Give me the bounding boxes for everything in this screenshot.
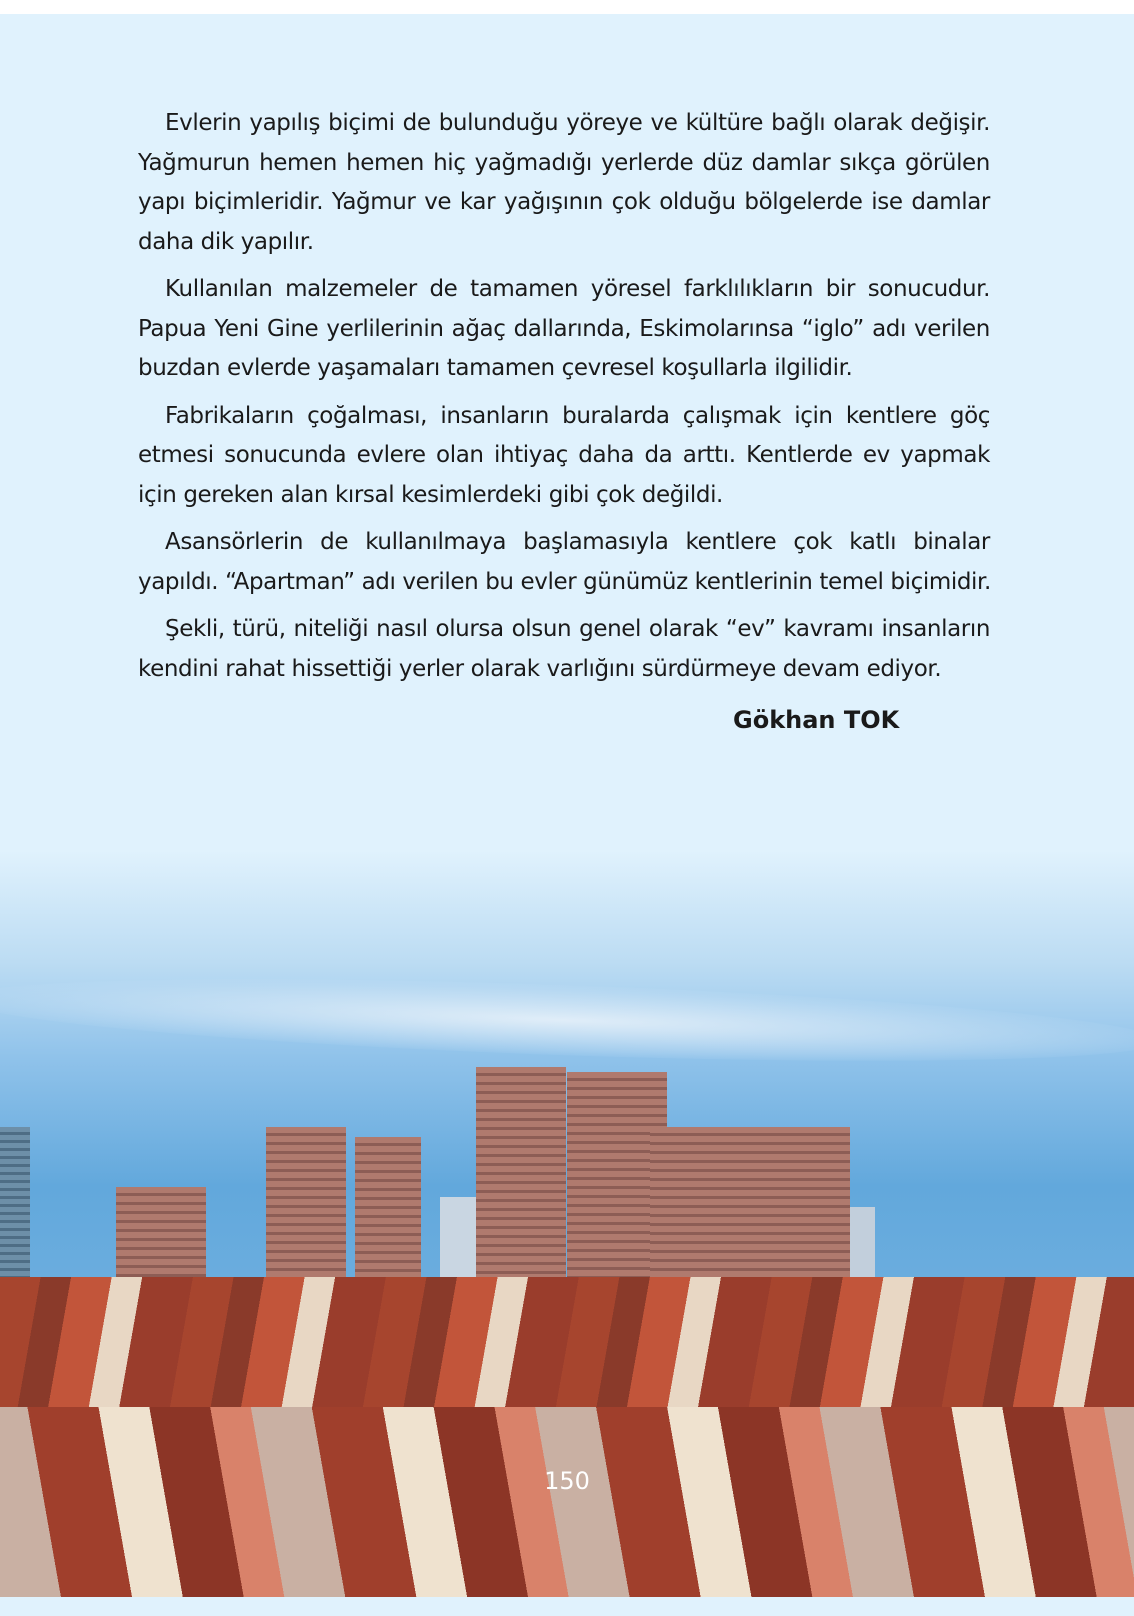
houses xyxy=(0,1407,1134,1597)
text-line: Kullanılan malzemeler de tamamen yöresel farklılıkların bir sonucudur. xyxy=(165,276,990,302)
text-line: buzdan evlerde yaşamaları tamamen çevresel koşullarla ilgilidir. xyxy=(138,355,853,381)
paragraph xyxy=(138,270,990,389)
paragraph xyxy=(138,397,990,516)
text-line: yapı biçimleridir. Yağmur ve kar yağışının çok olduğu bölgelerde ise damlar xyxy=(138,189,990,215)
article-body xyxy=(138,104,990,697)
text-line: için gereken alan kırsal kesimlerdeki gibi çok değildi. xyxy=(138,481,723,508)
text-line: Yağmurun hemen hemen hiç yağmadığı yerlerde düz damlar sıkça görülen xyxy=(138,149,990,176)
text-line: kendini rahat hissettiği yerler olarak varlığını sürdürmeye devam ediyor. xyxy=(138,655,942,682)
author-name: Gökhan TOK xyxy=(733,706,900,734)
page-number: 150 xyxy=(544,1467,590,1495)
text-line: Papua Yeni Gine yerlilerinin ağaç dallarında, Eskimolarınsa “iglo” adı verilen xyxy=(138,315,990,342)
text-line: etmesi sonucunda evlere olan ihtiyaç daha da arttı. Kentlerde ev yapmak xyxy=(138,442,990,468)
text-line: Asansörlerin de kullanılmaya başlamasıyla kentlere çok katlı binalar xyxy=(165,529,990,555)
paragraph xyxy=(138,523,990,602)
text-line: Fabrikaların çoğalması, insanların buralarda çalışmak için kentlere göç xyxy=(165,402,990,429)
text-line: Evlerin yapılış biçimi de bulunduğu yöreye ve kültüre bağlı olarak değişir. xyxy=(165,110,990,136)
text-line: yapıldı. “Apartman” adı verilen bu evler günümüz kentlerinin temel biçimidir. xyxy=(138,568,991,595)
paragraph xyxy=(138,104,990,262)
cloud xyxy=(0,964,1134,1076)
text-line: daha dik yapılır. xyxy=(138,228,314,255)
text-line: Şekli, türü, niteliği nasıl olursa olsun genel olarak “ev” kavramı insanların xyxy=(165,616,990,642)
paragraph xyxy=(138,610,990,689)
